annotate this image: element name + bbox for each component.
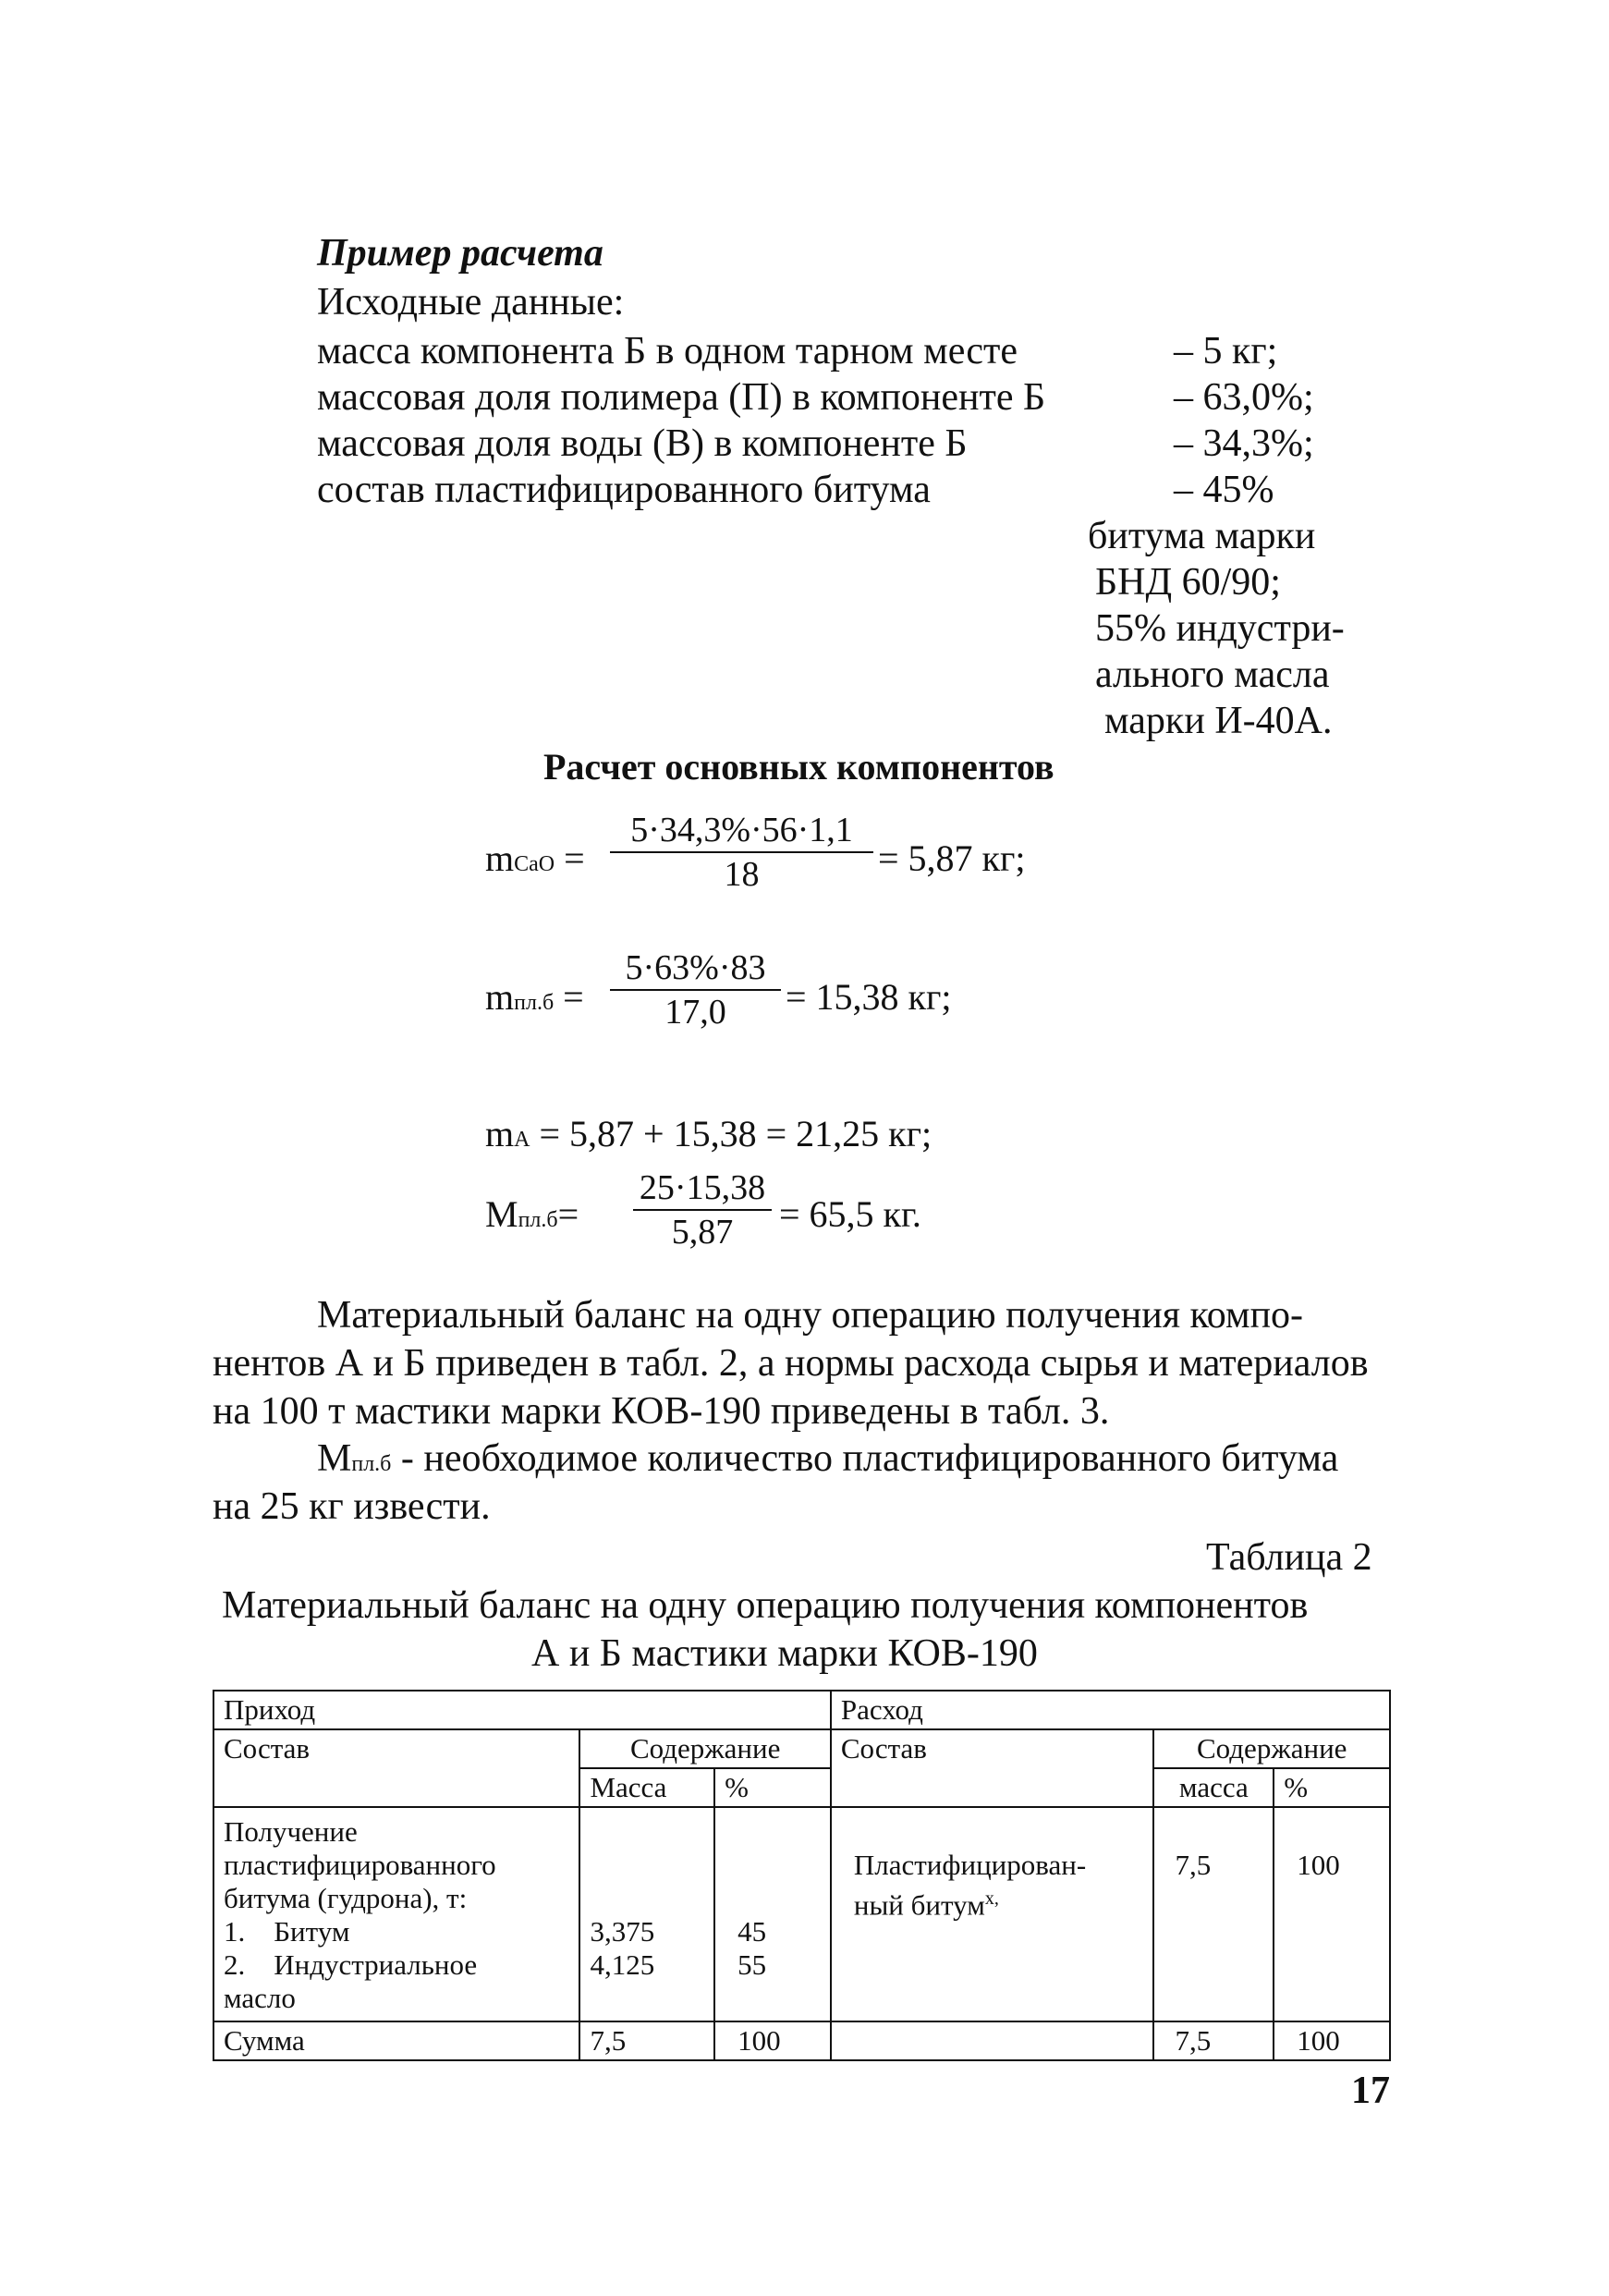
initial-data-label: Исходные данные: <box>317 281 625 324</box>
param-value-continuation: 55% индустри- <box>1095 607 1345 650</box>
cell-line: Пластифицирован- <box>853 1849 1087 1881</box>
formula-var: М <box>485 1193 518 1235</box>
formula-mcao-lhs: mCaO = <box>485 837 585 879</box>
formula-mplb-result: = 15,38 кг; <box>786 976 952 1018</box>
table-header-composition: Состав <box>213 1729 579 1807</box>
formula-subscript: пл.б <box>351 1452 392 1476</box>
paragraph-line: нентов А и Б приведен в табл. 2, а нормы расхода сырья и материалов <box>213 1342 1369 1385</box>
formula-var: m <box>485 1113 515 1154</box>
formula-mplb-fraction <box>610 946 781 1033</box>
param-label: состав пластифицированного битума <box>317 469 931 511</box>
numerator: 25·15,38 <box>639 1168 766 1207</box>
footnote-mark: x, <box>984 1888 999 1909</box>
cell-line: пластифицированного <box>224 1849 496 1881</box>
numerator: 5·34,3%·56·1,1 <box>630 811 853 849</box>
table-cell-income-items <box>213 1807 579 2021</box>
param-label: массовая доля полимера (П) в компоненте Б <box>317 376 1046 419</box>
formula-Mplb-fraction <box>633 1166 772 1253</box>
cell-line: 55 <box>737 1948 767 1981</box>
formula-subscript: пл.б <box>514 991 555 1015</box>
cell-line: 2. Индустриальное <box>224 1948 478 1981</box>
table-caption: А и Б мастики марки КОВ-190 <box>531 1632 1038 1675</box>
param-value-continuation: марки И-40А. <box>1104 700 1333 742</box>
formula-var: М <box>317 1437 352 1480</box>
table-cell-sum-mass: 7,5 <box>1153 2021 1274 2060</box>
definition-line <box>317 1435 1338 1487</box>
example-title: Пример расчета <box>317 232 603 275</box>
table-header-composition: Состав <box>831 1729 1154 1807</box>
denominator: 17,0 <box>664 993 726 1032</box>
formula-subscript: CaO <box>514 852 555 876</box>
paragraph-line: Материальный баланс на одну операцию получения компо- <box>317 1294 1304 1337</box>
param-label: масса компонента Б в одном тарном месте <box>317 330 1018 372</box>
param-value: – 34,3%; <box>1174 422 1314 465</box>
formula-var: m <box>485 837 515 879</box>
formula-Mplb-result: = 65,5 кг. <box>779 1193 921 1235</box>
formula-ma <box>485 1112 932 1155</box>
table-header-percent: % <box>714 1768 831 1807</box>
formula-subscript: А <box>514 1128 530 1152</box>
table-cell-outcome-percent: 100 <box>1274 1807 1390 2021</box>
formula-var: m <box>485 976 515 1018</box>
table-cell-sum-percent: 100 <box>1274 2021 1390 2060</box>
table-row <box>213 2021 1390 2060</box>
cell-line: 45 <box>737 1915 767 1948</box>
param-value: – 63,0%; <box>1174 376 1314 419</box>
formula-Mplb-lhs: Мпл.б= <box>485 1193 579 1235</box>
table-cell-income-mass <box>579 1807 714 2021</box>
calc-heading: Расчет основных компонентов <box>543 746 1054 788</box>
table-cell-outcome-items <box>831 1807 1154 2021</box>
param-label: массовая доля воды (В) в компоненте Б <box>317 422 968 465</box>
definition-line: на 25 кг извести. <box>213 1485 491 1528</box>
formula-expression: = 5,87 + 15,38 = 21,25 кг; <box>539 1113 932 1154</box>
cell-line: 3,375 <box>590 1915 655 1948</box>
param-value: – 5 кг; <box>1174 330 1278 372</box>
table-label: Таблица 2 <box>1206 1536 1372 1579</box>
formula-mcao-result: = 5,87 кг; <box>878 837 1026 879</box>
param-value-continuation: БНД 60/90; <box>1095 561 1281 604</box>
table-row <box>213 1729 1390 1768</box>
formula-subscript: пл.б <box>518 1208 558 1232</box>
table-header-content: Содержание <box>579 1729 830 1768</box>
table-cell-income-percent <box>714 1807 831 2021</box>
numerator: 5·63%·83 <box>625 948 766 987</box>
formula-mplb-lhs: mпл.б = <box>485 976 584 1018</box>
balance-table <box>213 1690 1391 2061</box>
cell-line: 4,125 <box>590 1948 655 1981</box>
table-header-income: Приход <box>213 1691 831 1729</box>
cell-line: битума (гудрона), т: <box>224 1882 468 1914</box>
table-cell-outcome-mass: 7,5 <box>1153 1807 1274 2021</box>
table-header-percent: % <box>1274 1768 1390 1807</box>
table-header-content: Содержание <box>1153 1729 1390 1768</box>
param-value-continuation: битума марки <box>1088 515 1316 557</box>
table-cell-empty <box>831 2021 1154 2060</box>
table-cell-sum-percent: 100 <box>714 2021 831 2060</box>
table-row <box>213 1691 1390 1729</box>
formula-mcao-fraction <box>610 809 873 896</box>
table-row <box>213 1807 1390 2021</box>
table-header-mass: масса <box>1153 1768 1274 1807</box>
paragraph-line: на 100 т мастики марки КОВ-190 приведены в табл. 3. <box>213 1390 1110 1433</box>
cell-line <box>854 1882 1144 1922</box>
param-value-continuation: ального масла <box>1095 653 1330 696</box>
table-caption: Материальный баланс на одну операцию получения компонентов <box>222 1584 1309 1627</box>
param-value: – 45% <box>1174 469 1274 511</box>
table-header-mass: Масса <box>579 1768 714 1807</box>
definition-text: - необходимое количество пластифицированного битума <box>391 1437 1339 1480</box>
table-header-outcome: Расход <box>831 1691 1390 1729</box>
denominator: 5,87 <box>671 1213 734 1252</box>
cell-line: Получение <box>224 1815 358 1848</box>
table-cell-sum-mass: 7,5 <box>579 2021 714 2060</box>
table-cell-sum-label: Сумма <box>213 2021 579 2060</box>
page-number: 17 <box>1351 2070 1390 2112</box>
cell-line: 1. Битум <box>224 1915 350 1948</box>
cell-line: масло <box>224 1982 296 2014</box>
cell-text: ный битум <box>853 1888 985 1922</box>
denominator: 18 <box>724 855 760 894</box>
